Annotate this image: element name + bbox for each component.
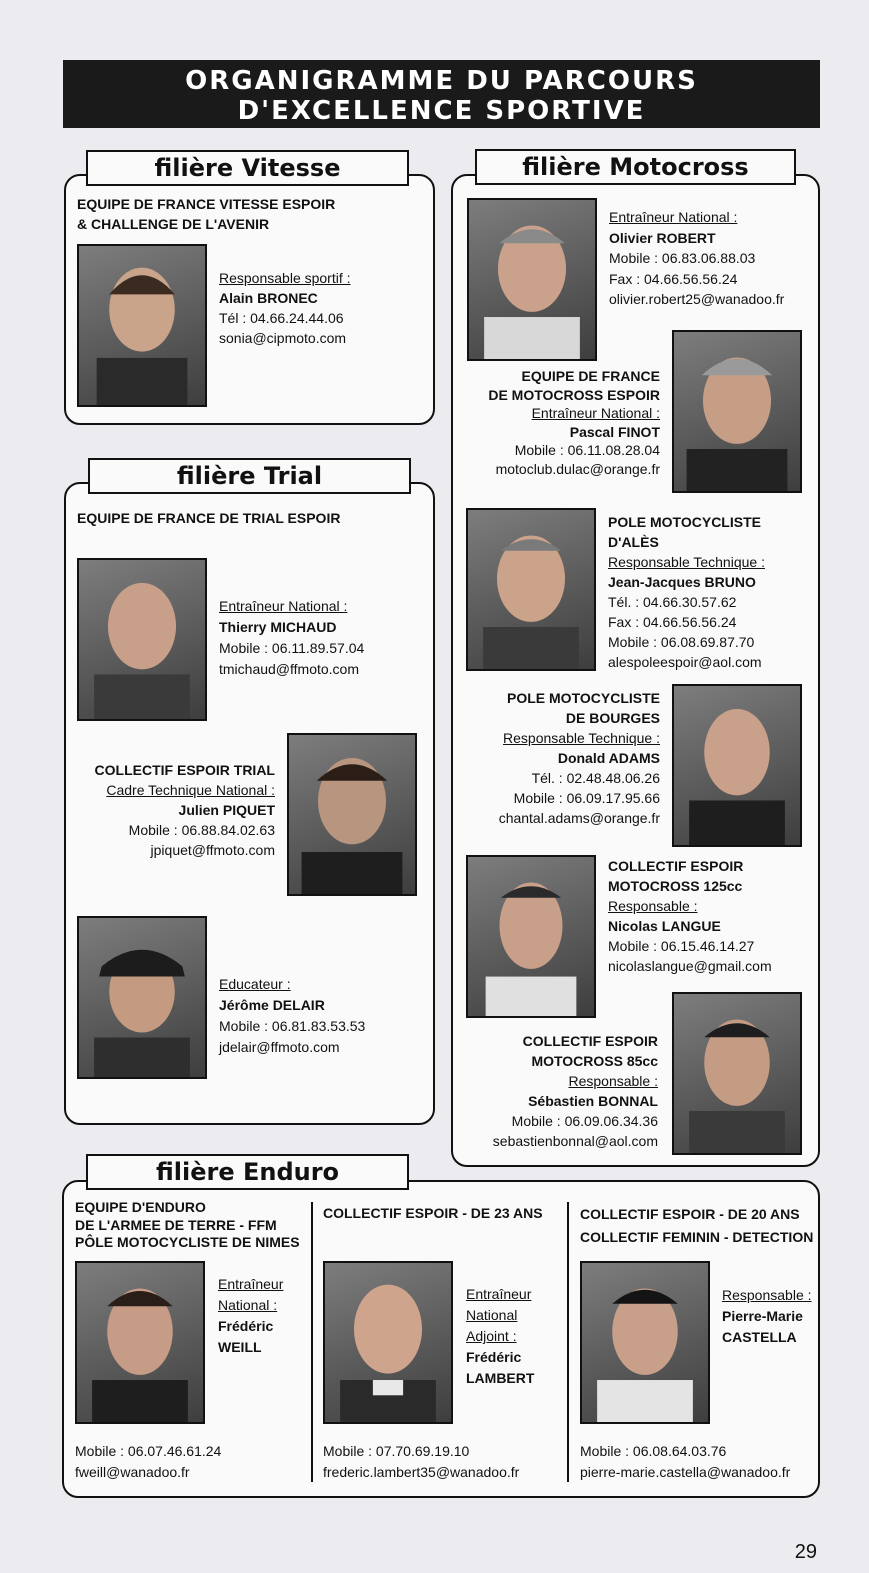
email-link[interactable]: motoclub.dulac@orange.fr [495,460,660,477]
contact-bronec: Responsable sportif : Alain BRONEC Tél : 04.66.24.44.06 sonia@cipmoto.com [219,270,351,346]
team-vitesse: EQUIPE DE FRANCE VITESSE ESPOIR & CHALLENGE DE L'AVENIR [77,196,336,232]
email-link[interactable]: sebastienbonnal@aol.com [492,1133,658,1149]
email-link[interactable]: tmichaud@ffmoto.com [219,661,360,677]
page-title: ORGANIGRAMME DU PARCOURS D'EXCELLENCE SPORTIVE [63,60,820,128]
column-divider [567,1202,569,1482]
portrait-photo [287,733,417,896]
portrait-photo [323,1261,453,1424]
portrait-photo [672,684,802,847]
email-link[interactable]: chantal.adams@orange.fr [498,810,660,826]
portrait-photo [466,508,596,671]
contact-michaud: Entraîneur National : Thierry MICHAUD Mobile : 06.11.89.57.04 tmichaud@ffmoto.com [219,596,364,680]
tab-motocross: filière Motocross [475,149,796,185]
tab-enduro: filière Enduro [86,1154,409,1190]
tab-vitesse: filière Vitesse [86,150,409,186]
email-link[interactable]: nicolaslangue@gmail.com [608,958,772,974]
team-enduro-23: COLLECTIF ESPOIR - DE 23 ANS [323,1205,543,1221]
contact-piquet: COLLECTIF ESPOIR TRIAL Cadre Technique National : Julien PIQUET Mobile : 06.88.84.02.63 jpiquet@ffmoto.com [84,760,275,860]
portrait-photo [580,1261,710,1424]
contact-castella-details: Mobile : 06.08.64.03.76 pierre-marie.castella@wanadoo.fr [580,1441,790,1483]
email-link[interactable]: olivier.robert25@wanadoo.fr [609,291,785,307]
contact-lambert: Entraîneur National Adjoint : Frédéric LAMBERT [466,1286,535,1386]
contact-weill-details: Mobile : 06.07.46.61.24 fweill@wanadoo.fr [75,1441,221,1483]
team-enduro-20: COLLECTIF ESPOIR - DE 20 ANS COLLECTIF FEMININ - DETECTION [580,1206,814,1245]
contact-lambert-details: Mobile : 07.70.69.19.10 frederic.lambert35@wanadoo.fr [323,1441,519,1483]
portrait-photo [77,244,207,407]
email-link[interactable]: sonia@cipmoto.com [219,330,347,346]
contact-bonnal: COLLECTIF ESPOIR MOTOCROSS 85cc Responsable : Sébastien BONNAL Mobile : 06.09.06.34.36 sebastienbonnal@aol.com [466,1031,658,1151]
portrait-photo [467,198,597,361]
portrait-photo [672,992,802,1155]
contact-weill: Entraîneur National : Frédéric WEILL [218,1276,284,1355]
email-link[interactable]: jdelair@ffmoto.com [219,1039,340,1055]
portrait-photo [77,916,207,1079]
email-link[interactable]: pierre-marie.castella@wanadoo.fr [580,1464,791,1480]
contact-castella: Responsable : Pierre-Marie CASTELLA [722,1287,812,1345]
email-link[interactable]: jpiquet@ffmoto.com [150,842,275,858]
contact-finot: EQUIPE DE FRANCE DE MOTOCROSS ESPOIR Entraîneur National : Pascal FINOT Mobile : 06.11.08.28.04 motoclub.dulac@orange.fr [470,367,660,478]
email-link[interactable]: frederic.lambert35@wanadoo.fr [323,1464,520,1480]
portrait-photo [672,330,802,493]
portrait-photo [75,1261,205,1424]
email-link[interactable]: fweill@wanadoo.fr [75,1464,190,1480]
portrait-photo [77,558,207,721]
email-link[interactable]: alespoleespoir@aol.com [608,654,762,670]
contact-delair: Educateur : Jérôme DELAIR Mobile : 06.81.83.53.53 jdelair@ffmoto.com [219,974,365,1058]
contact-langue: COLLECTIF ESPOIR MOTOCROSS 125cc Responsable : Nicolas LANGUE Mobile : 06.15.46.14.27 nicolaslangue@gmail.com [608,858,772,974]
contact-adams: POLE MOTOCYCLISTE DE BOURGES Responsable Technique : Donald ADAMS Tél. : 02.48.48.06.26 Mobile : 06.09.17.95.66 chantal.adams@orange.fr [470,688,660,828]
contact-robert: Entraîneur National : Olivier ROBERT Mobile : 06.83.06.88.03 Fax : 04.66.56.56.24 olivier.robert25@wanadoo.fr [609,207,784,310]
team-trial: EQUIPE DE FRANCE DE TRIAL ESPOIR [77,510,341,526]
portrait-photo [466,855,596,1018]
page-number: 29 [794,1541,817,1563]
contact-bruno: POLE MOTOCYCLISTE D'ALÈS Responsable Technique : Jean-Jacques BRUNO Tél. : 04.66.30.57.62 Fax : 04.66.56.56.24 Mobile : 06.08.69.87.70 alespoleespoir@aol.com [608,514,765,670]
team-enduro-armee: EQUIPE D'ENDURO DE L'ARMEE DE TERRE - FFM PÔLE MOTOCYCLISTE DE NIMES [75,1199,300,1250]
tab-trial: filière Trial [88,458,411,494]
column-divider [311,1202,313,1482]
